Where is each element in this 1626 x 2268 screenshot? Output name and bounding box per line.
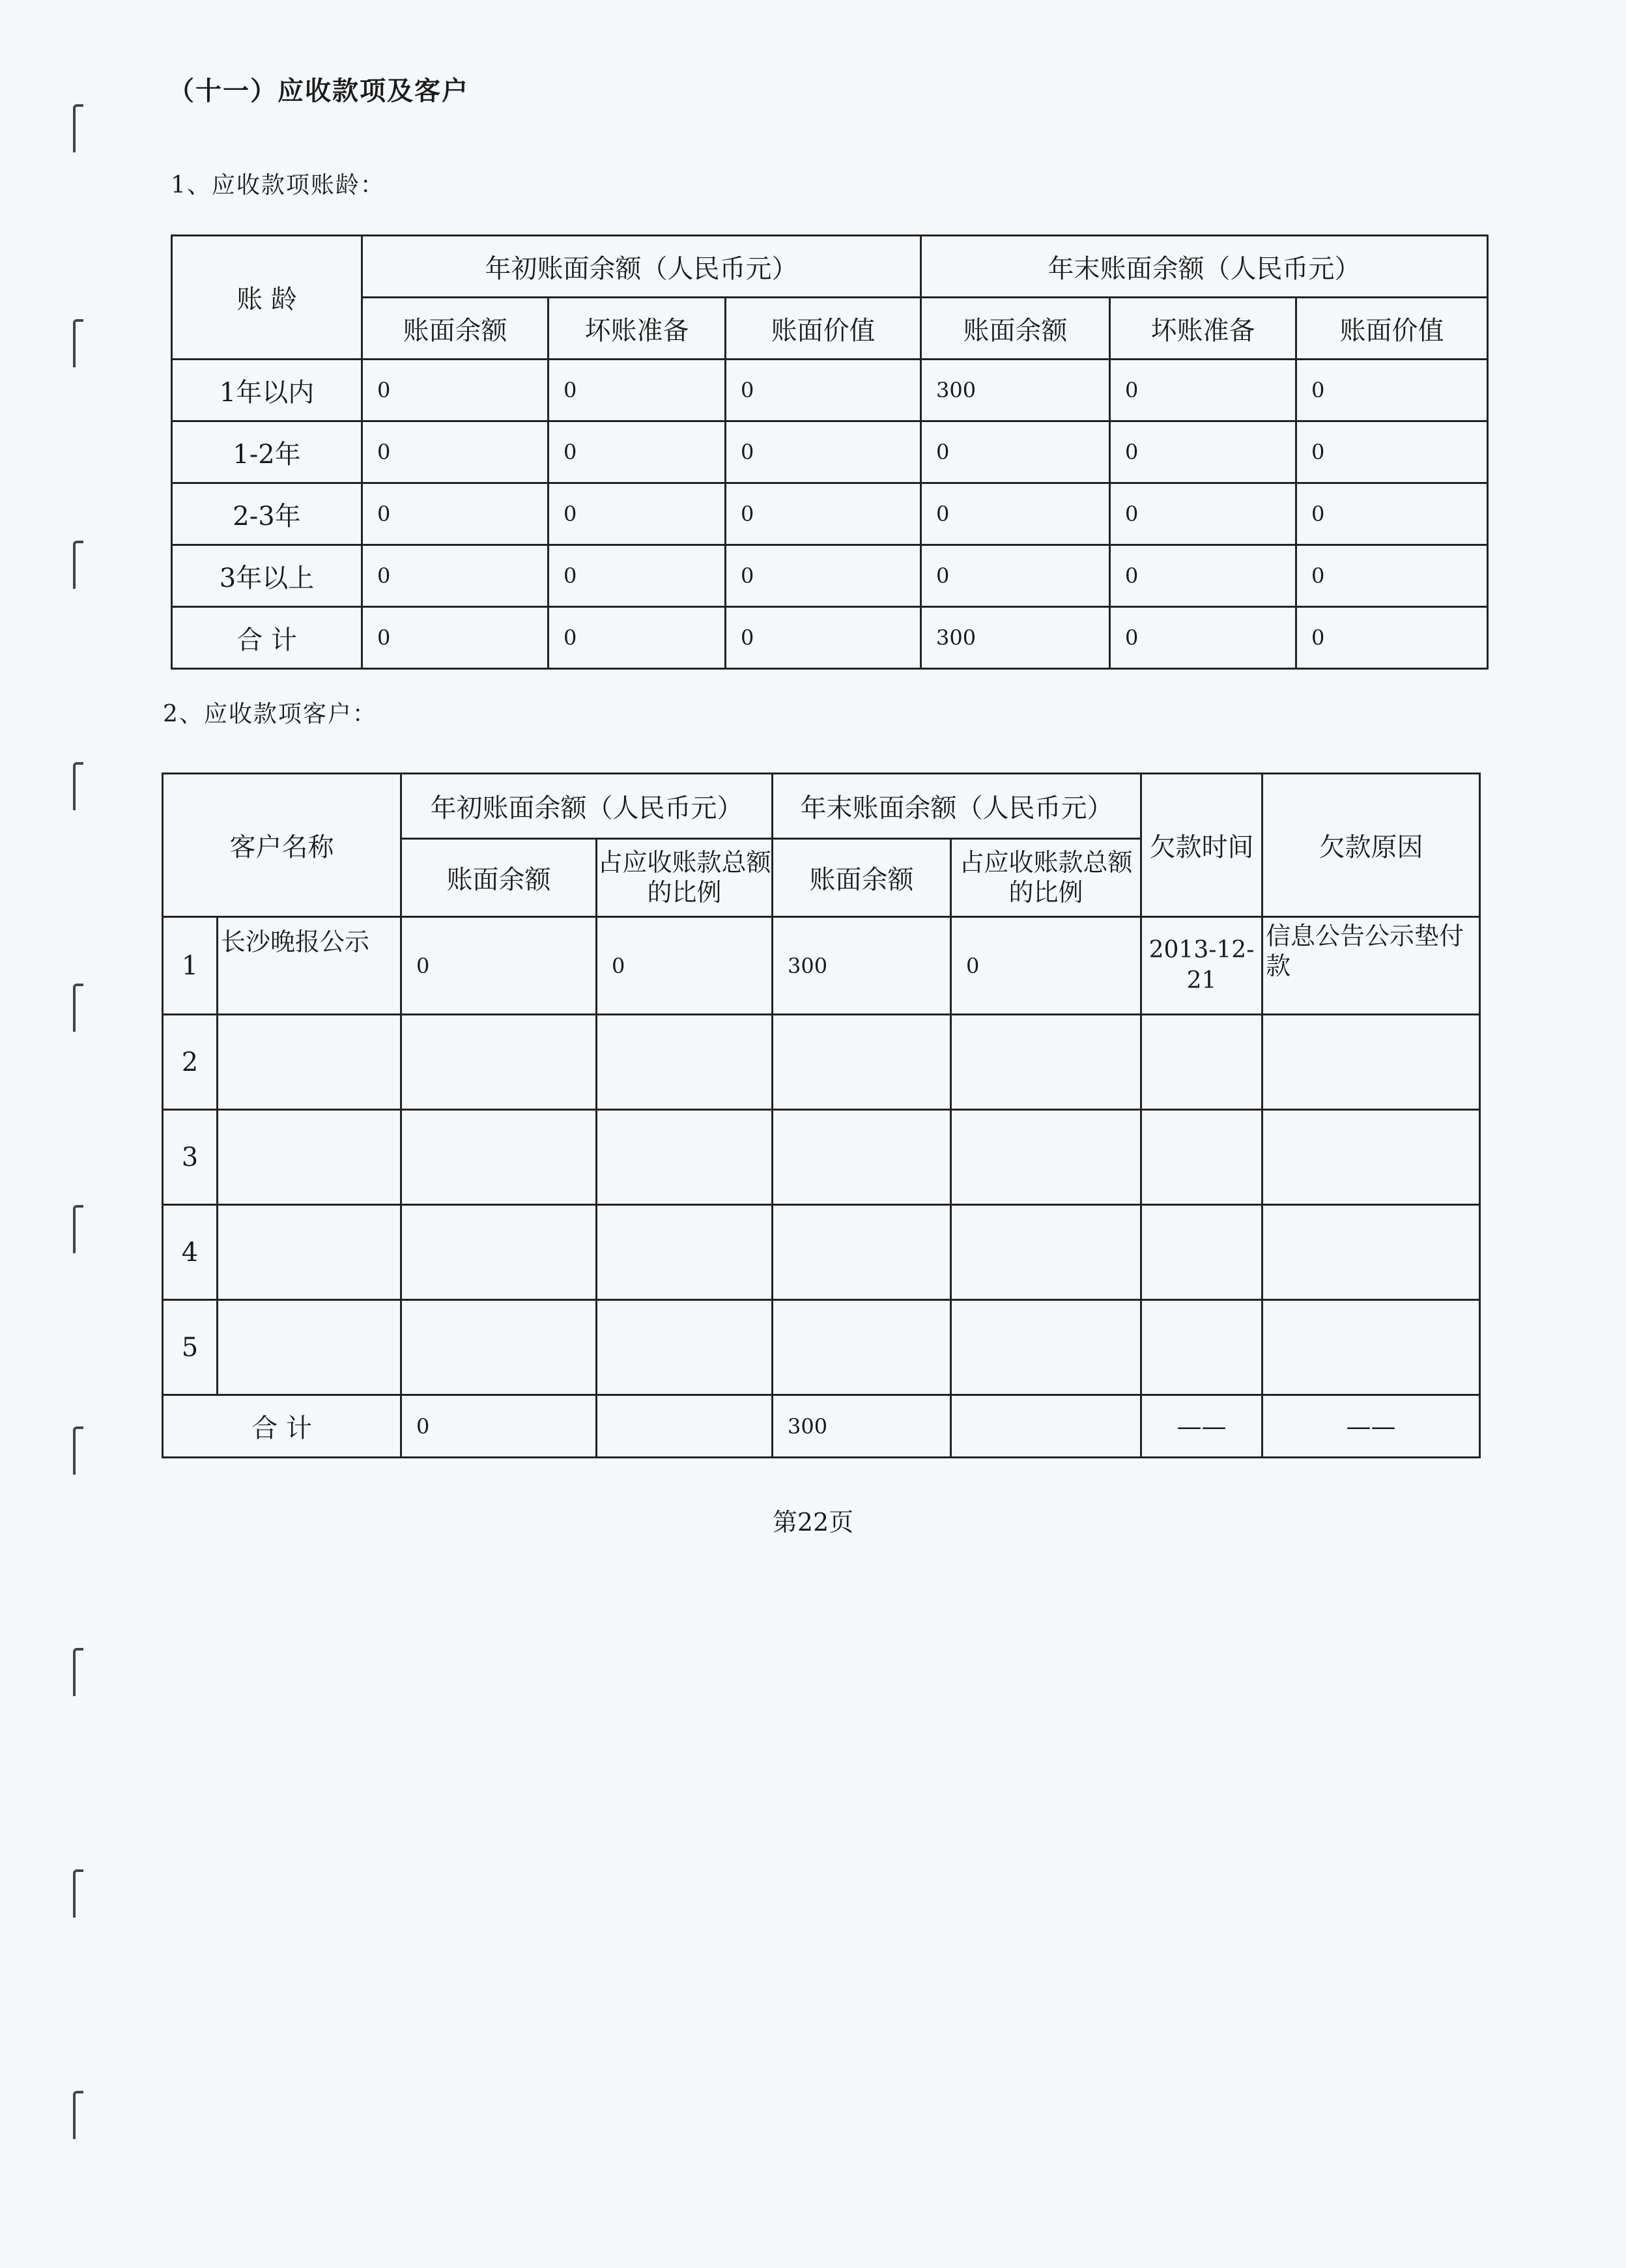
debt-time: 2013-12-21 [1141, 917, 1262, 1015]
cell [773, 1110, 951, 1205]
cell [597, 1015, 773, 1110]
binder-hole-mark [73, 319, 83, 367]
age-label: 1-2年 [172, 421, 362, 483]
cell: 0 [1110, 360, 1296, 421]
binder-hole-mark [73, 541, 83, 589]
customer-name-header: 客户名称 [163, 774, 401, 917]
table-row [163, 1205, 1480, 1300]
debt-reason [1262, 1300, 1480, 1395]
cell: 0 [549, 360, 726, 421]
debt-reason [1262, 1205, 1480, 1300]
age-header: 账 龄 [172, 236, 362, 360]
cell [597, 1110, 773, 1205]
customer-name: 长沙晚报公示 [218, 917, 401, 1015]
cell [597, 1395, 773, 1458]
cell: 0 [1296, 607, 1488, 669]
debt-time: —— [1141, 1395, 1262, 1458]
cell [951, 1110, 1141, 1205]
customer-table [162, 773, 1481, 1458]
begin-balance-header: 年初账面余额（人民币元） [362, 236, 921, 298]
binder-hole-mark [73, 1205, 83, 1253]
table-row [163, 917, 1480, 1015]
cell: 0 [549, 607, 726, 669]
binder-hole-mark [73, 984, 83, 1032]
cell [951, 1015, 1141, 1110]
begin-balance-header: 年初账面余额（人民币元） [401, 774, 773, 839]
total-row [163, 1395, 1480, 1458]
debt-time [1141, 1205, 1262, 1300]
row-number: 4 [163, 1205, 218, 1300]
page-number: 第22页 [772, 1508, 854, 1537]
cell: 0 [549, 545, 726, 607]
cell: 0 [921, 421, 1110, 483]
debt-time [1141, 1110, 1262, 1205]
cell: 0 [1110, 545, 1296, 607]
row-number: 3 [163, 1110, 218, 1205]
cell: 0 [726, 483, 921, 545]
table-row [172, 545, 1488, 607]
begin-book-balance-header: 账面余额 [362, 298, 549, 360]
cell: 0 [362, 607, 549, 669]
table-row [172, 360, 1488, 421]
cell: 0 [362, 483, 549, 545]
aging-heading: 1、应收款项账龄： [171, 172, 385, 199]
binder-hole-mark [73, 1426, 83, 1475]
begin-book-balance-header: 账面余额 [401, 839, 597, 917]
table-row [163, 1300, 1480, 1395]
begin-ratio-header: 占应收账款总额的比例 [597, 839, 773, 917]
cell: 0 [1296, 360, 1488, 421]
cell: 300 [773, 1395, 951, 1458]
end-balance-header: 年末账面余额（人民币元） [921, 236, 1488, 298]
row-number: 1 [163, 917, 218, 1015]
section-title: （十一）应收款项及客户 [168, 76, 469, 106]
cell [401, 1110, 597, 1205]
cell [401, 1015, 597, 1110]
cell: 0 [1296, 483, 1488, 545]
row-number: 5 [163, 1300, 218, 1395]
debt-reason: —— [1262, 1395, 1480, 1458]
cell [401, 1300, 597, 1395]
binder-hole-mark [73, 762, 83, 810]
debt-reason [1262, 1015, 1480, 1110]
end-book-balance-header: 账面余额 [921, 298, 1110, 360]
cell: 0 [1110, 607, 1296, 669]
cell [773, 1300, 951, 1395]
table-row [163, 1110, 1480, 1205]
begin-book-value-header: 账面价值 [726, 298, 921, 360]
debt-reason: 信息公告公示垫付款 [1262, 917, 1480, 1015]
table-row [172, 421, 1488, 483]
binder-hole-mark [73, 2091, 83, 2139]
table-row [163, 1015, 1480, 1110]
end-ratio-header: 占应收账款总额的比例 [951, 839, 1141, 917]
end-book-value-header: 账面价值 [1296, 298, 1488, 360]
cell: 300 [921, 607, 1110, 669]
cell: 0 [597, 917, 773, 1015]
customer-heading: 2、应收款项客户： [163, 701, 377, 728]
cell: 0 [549, 421, 726, 483]
cell: 0 [1296, 545, 1488, 607]
cell [951, 1395, 1141, 1458]
cell: 0 [951, 917, 1141, 1015]
debt-time [1141, 1300, 1262, 1395]
cell: 0 [401, 917, 597, 1015]
table-row [172, 483, 1488, 545]
binder-hole-mark [73, 1648, 83, 1696]
cell: 0 [1110, 421, 1296, 483]
cell: 0 [401, 1395, 597, 1458]
cell [951, 1300, 1141, 1395]
cell: 300 [773, 917, 951, 1015]
cell [951, 1205, 1141, 1300]
cell [597, 1205, 773, 1300]
binder-hole-mark [73, 104, 83, 152]
cell: 0 [726, 421, 921, 483]
end-book-balance-header: 账面余额 [773, 839, 951, 917]
total-label: 合 计 [163, 1395, 401, 1458]
customer-name [218, 1110, 401, 1205]
cell: 0 [726, 360, 921, 421]
total-label: 合 计 [172, 607, 362, 669]
debt-time [1141, 1015, 1262, 1110]
cell: 0 [362, 421, 549, 483]
debt-time-header: 欠款时间 [1141, 774, 1262, 917]
age-label: 2-3年 [172, 483, 362, 545]
age-label: 3年以上 [172, 545, 362, 607]
end-balance-header: 年末账面余额（人民币元） [773, 774, 1141, 839]
cell [773, 1205, 951, 1300]
cell: 0 [726, 545, 921, 607]
customer-name [218, 1015, 401, 1110]
aging-table [171, 234, 1489, 670]
begin-bad-debt-header: 坏账准备 [549, 298, 726, 360]
end-bad-debt-header: 坏账准备 [1110, 298, 1296, 360]
customer-name [218, 1300, 401, 1395]
cell [773, 1015, 951, 1110]
row-number: 2 [163, 1015, 218, 1110]
total-row [172, 607, 1488, 669]
cell [597, 1300, 773, 1395]
cell: 0 [549, 483, 726, 545]
customer-name [218, 1205, 401, 1300]
cell: 0 [1110, 483, 1296, 545]
cell: 0 [726, 607, 921, 669]
cell: 0 [1296, 421, 1488, 483]
cell [401, 1205, 597, 1300]
cell: 300 [921, 360, 1110, 421]
cell: 0 [362, 360, 549, 421]
binder-hole-mark [73, 1869, 83, 1918]
cell: 0 [921, 545, 1110, 607]
cell: 0 [921, 483, 1110, 545]
age-label: 1年以内 [172, 360, 362, 421]
debt-reason [1262, 1110, 1480, 1205]
cell: 0 [362, 545, 549, 607]
debt-reason-header: 欠款原因 [1262, 774, 1480, 917]
